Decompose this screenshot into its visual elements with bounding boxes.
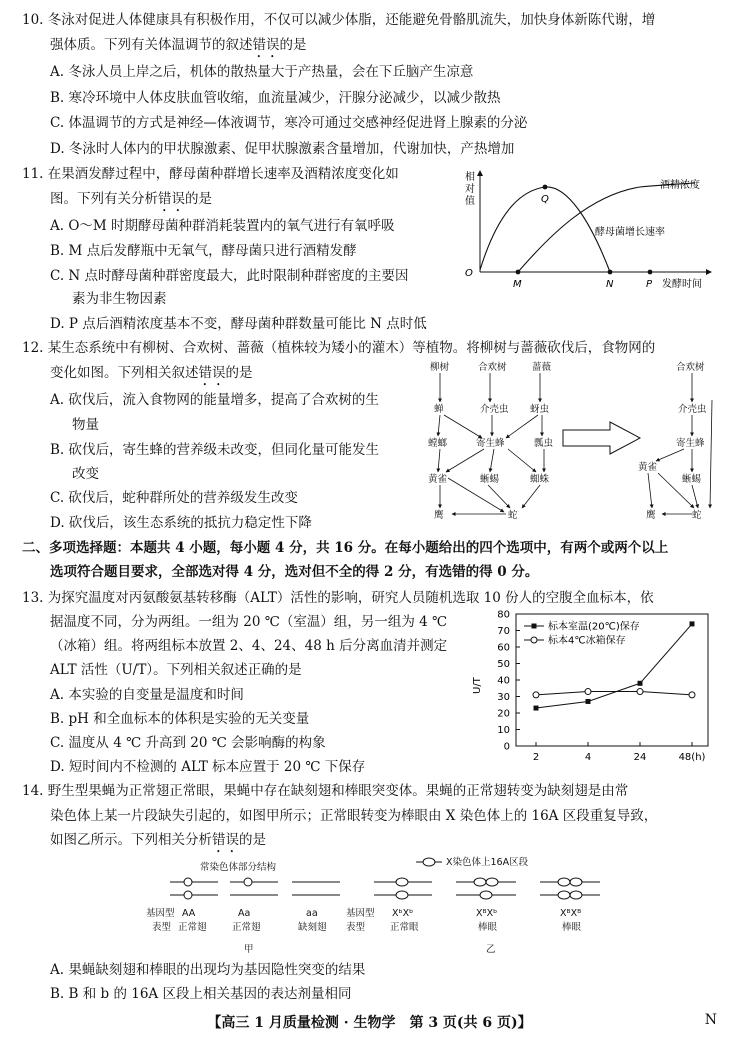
web-change-arrow: [563, 422, 640, 454]
q14-chromosome-figure: [140, 855, 620, 955]
q13-alt-chart: [470, 606, 720, 774]
q11-ylabel-2: 对: [465, 184, 475, 195]
q14-option-a: A. 果蝇缺刻翅和棒眼的出现均为基因隐性突变的结果: [50, 962, 366, 978]
q13-stem-line1: 13. 为探究温度对丙氨酸氨基转移酶（ALT）活性的影响，研究人员随机选取 10 份人的空腹全血标本，依: [22, 590, 654, 606]
web-node-willow: 柳树: [430, 362, 450, 373]
q14-label-jia: 甲: [244, 944, 254, 955]
y-tick-label: 40: [497, 675, 510, 687]
web-node-lizard: 蜥蜴: [480, 474, 500, 485]
q14-stem-line3: 如图乙所示。下列相关分析错误的是: [50, 832, 266, 848]
q14-yi-genotype-3: XᴮXᴮ: [560, 908, 582, 919]
q10-option-a: A. 冬泳人员上岸之后，机体的散热量大于产热量，会在下丘脑产生凉意: [50, 64, 474, 80]
q11-xlabel: 发酵时间: [662, 279, 702, 290]
q11-label-p: P: [646, 279, 653, 290]
q14-jia-phenotype-2: 正常翅: [232, 922, 261, 933]
y-tick-label: 50: [497, 659, 510, 670]
q12-option-b: B. 砍伐后，寄生蜂的营养级未改变，但同化量可能发生: [50, 442, 380, 458]
q14-jia-phenotype-3: 缺刻翅: [298, 922, 327, 933]
web-node-albizia: 合欢树: [478, 362, 507, 373]
series-0-point: [534, 706, 539, 711]
x-tick-label: 48(h): [678, 752, 706, 763]
series-1-point: [585, 689, 591, 695]
q11-option-d: D. P 点后酒精浓度基本不变，酵母菌种群数量可能比 N 点时低: [50, 316, 427, 332]
web-after-node-hawk: 鹰: [646, 510, 656, 521]
page-code: N: [704, 1012, 717, 1028]
legend-marker-1: [531, 637, 537, 643]
web-node-oriole: 黄雀: [428, 474, 448, 485]
q10-stem-line2: 强体质。下列有关体温调节的叙述错误的是: [50, 37, 307, 53]
q11-ylabel-1: 相: [465, 172, 475, 183]
y-tick-label: 80: [497, 609, 510, 621]
q12-option-a-cont: 物量: [72, 417, 99, 433]
web-after-node-parasitic-wasp: 寄生蜂: [676, 438, 705, 449]
q14-yi-phenotype-2: 棒眼: [478, 922, 498, 933]
q12-option-c: C. 砍伐后，蛇种群所处的营养级发生改变: [50, 490, 298, 506]
q11-point-q: [543, 185, 548, 190]
q11-option-c-cont: 素为非生物因素: [72, 291, 167, 307]
q14-title-yi: X染色体上16A区段: [446, 857, 529, 868]
web-node-parasitic-wasp: 寄生蜂: [476, 438, 505, 449]
series-0-point: [638, 681, 643, 686]
y-tick-label: 10: [497, 725, 510, 736]
legend-label-0: 标本室温(20℃)保存: [548, 621, 640, 633]
q14-row-genotype-yi: 基因型: [346, 908, 375, 919]
q11-growth-label: 酵母菌增长速率: [595, 227, 665, 238]
q11-label-m: M: [513, 279, 522, 290]
q14-jia-genotype-2: Aa: [238, 908, 251, 919]
q13-option-d: D. 短时间内不检测的 ALT 标本应置于 20 ℃ 下保存: [50, 759, 366, 775]
q14-row-phenotype-jia: 表型: [152, 922, 172, 933]
series-0-point: [586, 699, 591, 704]
q11-point-p: [648, 270, 653, 275]
web-after-node-albizia: 合欢树: [676, 362, 705, 373]
q13-option-a: A. 本实验的自变量是温度和时间: [50, 687, 244, 703]
q12-stem-line2: 变化如图。下列相关叙述错误的是: [50, 365, 253, 381]
q10-stem-line1: 10. 冬泳对促进人体健康具有积极作用，不仅可以减少体脂，还能避免骨骼肌流失，加快身体新陈代谢，增: [22, 12, 656, 28]
q14-label-yi: 乙: [486, 944, 496, 955]
plot-frame: [516, 614, 708, 746]
q11-alcohol-label: 酒精浓度: [660, 180, 700, 191]
q12-option-a: A. 砍伐后，流入食物网的能量增多，提高了合欢树的生: [50, 392, 379, 408]
q13-stem-line3: （冰箱）组。将两组标本放置 2、4、24、48 h 后分离血清并测定: [50, 638, 448, 654]
series-1-point: [689, 692, 695, 698]
y-tick-label: 0: [503, 741, 510, 753]
q14-yi-genotype-2: XᴮXᵇ: [476, 908, 498, 919]
q14-row-genotype-jia: 基因型: [146, 908, 175, 919]
web-node-aphid: 蚜虫: [530, 404, 550, 415]
q14-title-jia: 常染色体部分结构: [200, 862, 277, 873]
web-node-mantis: 螳螂: [428, 438, 448, 449]
q14-jia-genotype-3: aa: [306, 908, 318, 919]
q14-stem-line2: 染色体上某一片段缺失引起的，如图甲所示；正常眼转变为棒眼由 X 染色体上的 16A 区段重复导致，: [50, 808, 658, 824]
q14-row-phenotype-yi: 表型: [346, 922, 366, 933]
q13-option-c: C. 温度从 4 ℃ 升高到 20 ℃ 会影响酶的构象: [50, 735, 326, 751]
web-node-scale-insect: 介壳虫: [480, 404, 509, 415]
q11-label-q: Q: [541, 194, 549, 205]
web-after-node-oriole: 黄雀: [638, 462, 658, 473]
web-after-node-scale-insect: 介壳虫: [678, 404, 707, 415]
x-tick-label: 2: [532, 752, 540, 763]
web-node-snake: 蛇: [508, 510, 518, 521]
web-node-cicada: 蝉: [434, 404, 444, 415]
q11-point-m: [516, 270, 521, 275]
q13-chart-ylabel: U/T: [472, 677, 483, 694]
q10-option-d: D. 冬泳时人体内的甲状腺激素、促甲状腺激素含量增加，代谢加快，产热增加: [50, 141, 515, 157]
web-after-node-snake: 蛇: [692, 510, 702, 521]
web-node-rose: 蔷薇: [532, 362, 552, 373]
web-node-ladybug: 瓢虫: [534, 438, 554, 449]
q14-yi-phenotype-1: 正常眼: [390, 922, 419, 933]
series-0-point: [690, 621, 695, 626]
q10-option-b: B. 寒冷环境中人体皮肤血管收缩，血流量减少，汗腺分泌减少，以减少散热: [50, 90, 501, 106]
q11-fermentation-figure: [455, 165, 717, 295]
section2-heading-line2: 选项符合题目要求，全部选对得 4 分，选对但不全的得 2 分，有选错的得 0 分。: [50, 564, 539, 580]
y-tick-label: 30: [497, 692, 510, 703]
legend-label-1: 标本4℃冰箱保存: [548, 635, 626, 647]
page-footer: 【高三 1 月质量检测 · 生物学 第 3 页(共 6 页)】: [207, 1015, 532, 1031]
web-node-spider: 蜘蛛: [530, 474, 550, 485]
q13-stem-line4: ALT 活性（U/T）。下列相关叙述正确的是: [50, 662, 302, 678]
web-after-node-lizard: 蜥蜴: [682, 474, 702, 485]
series-1-point: [637, 689, 643, 695]
series-line-1: [536, 692, 692, 695]
q14-option-b: B. B 和 b 的 16A 区段上相关基因的表达剂量相同: [50, 986, 352, 1002]
y-tick-label: 70: [497, 626, 510, 637]
q14-jia-phenotype-1: 正常翅: [178, 922, 207, 933]
q11-ylabel-3: 值: [465, 196, 475, 207]
q14-stem-line1: 14. 野生型果蝇为正常翅正常眼，果蝇中存在缺刻翅和棒眼突变体。果蝇的正常翅转变为缺刻翅是由常: [22, 783, 629, 799]
q12-option-d: D. 砍伐后，该生态系统的抵抗力稳定性下降: [50, 515, 312, 531]
q10-option-c: C. 体温调节的方式是神经—体液调节，寒冷可通过交感神经促进肾上腺素的分泌: [50, 115, 528, 131]
q14-yi-genotype-1: XᵇXᵇ: [392, 908, 414, 919]
series-1-point: [533, 692, 539, 698]
x-tick-label: 4: [584, 752, 592, 763]
q12-option-b-cont: 改变: [72, 466, 99, 482]
q11-stem-line1: 11. 在果酒发酵过程中，酵母菌种群增长速率及酒精浓度变化如: [22, 166, 399, 182]
q11-label-n: N: [606, 279, 614, 290]
section2-heading-line1: 二、多项选择题：本题共 4 小题，每小题 4 分，共 16 分。在每小题给出的四个选项中，有两个或两个以上: [22, 540, 669, 556]
q12-stem-line1: 12. 某生态系统中有柳树、合欢树、蔷薇（植株较为矮小的灌木）等植物。将柳树与蔷薇砍伐后，食物网的: [22, 340, 656, 356]
q11-option-a: A. O～M 时期酵母菌种群消耗装置内的氧气进行有氧呼吸: [50, 218, 395, 234]
q11-point-n: [608, 270, 613, 275]
y-tick-label: 20: [497, 708, 510, 720]
x-tick-label: 24: [633, 752, 647, 763]
legend-marker-0: [532, 624, 537, 629]
y-tick-label: 60: [497, 642, 510, 654]
q11-stem-line2: 图。下列有关分析错误的是: [50, 191, 212, 207]
q11-origin-label: O: [465, 268, 473, 279]
q11-option-b: B. M 点后发酵瓶中无氧气，酵母菌只进行酒精发酵: [50, 243, 357, 259]
q12-food-web-figure: [420, 360, 720, 525]
q14-jia-genotype-1: AA: [182, 908, 196, 919]
q14-yi-phenotype-3: 棒眼: [562, 922, 582, 933]
q13-stem-line2: 据温度不同，分为两组。一组为 20 ℃（室温）组，另一组为 4 ℃: [50, 614, 448, 630]
q11-option-c: C. N 点时酵母菌种群密度最大，此时限制种群密度的主要因: [50, 268, 409, 284]
web-node-hawk: 鹰: [434, 510, 444, 521]
q13-option-b: B. pH 和全血标本的体积是实验的无关变量: [50, 711, 310, 727]
